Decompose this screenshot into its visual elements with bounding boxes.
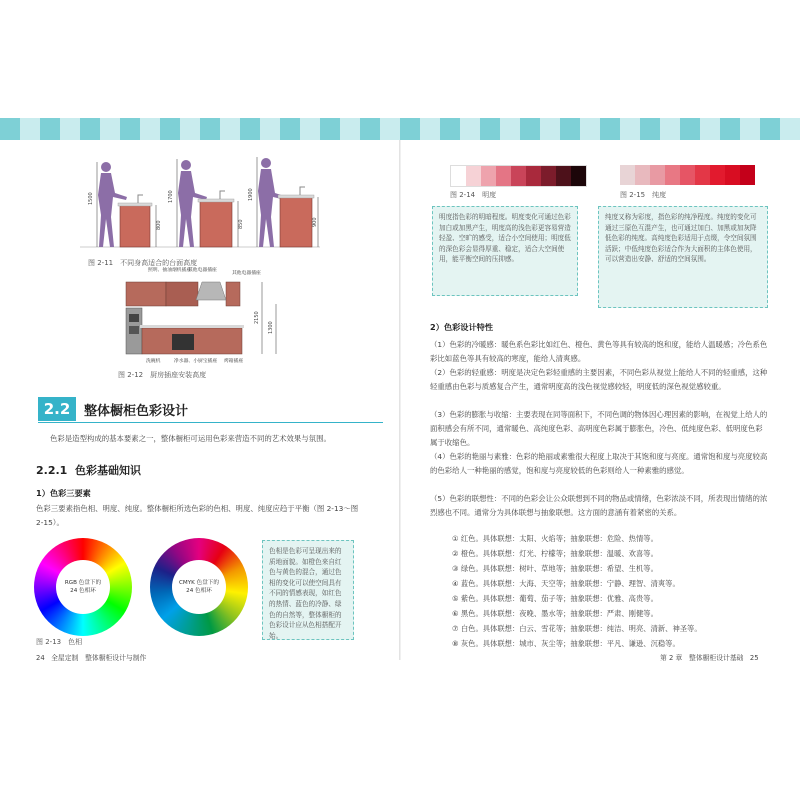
bright-strip-swatch-4: [496, 166, 511, 186]
figure-2-12-illustration: [112, 264, 292, 368]
rgb-color-wheel: [34, 538, 132, 636]
saturation-swatch-strip: [620, 165, 755, 185]
rgb-wheel-label-line1: RGB 色盘下的: [64, 580, 102, 586]
section-intro: 色彩是造型构成的基本要素之一，整体橱柜可运用色彩来营造不同的艺术效果与氛围。: [50, 434, 331, 443]
bright-strip-swatch-3: [481, 166, 496, 186]
bright-strip-swatch-1: [451, 166, 466, 186]
sat-strip-swatch-8: [725, 165, 740, 185]
association-green: ③ 绿色。具体联想：树叶、草地等；抽象联想：希望、生机等。: [452, 564, 658, 573]
right-running-title: 第 2 章 整体橱柜设计基础: [660, 654, 744, 662]
bright-strip-swatch-2: [466, 166, 481, 186]
left-page-number: 24: [36, 654, 45, 662]
page-spine: [399, 140, 401, 660]
association-orange: ② 橙色。具体联想：灯光、柠檬等；抽象联想：温暖、欢喜等。: [452, 549, 658, 558]
label-lighting-socket: 照明、抽油烟机插座: [148, 268, 192, 273]
subsection-number: 2.2.1: [36, 464, 68, 477]
dim-1500: 1500: [88, 192, 94, 205]
figure-2-12-caption: 图 2-12 厨房插座安装高度: [118, 371, 207, 379]
sat-strip-swatch-9: [740, 165, 755, 185]
label-water-purifier-socket: 净水器、小厨宝插座: [174, 359, 218, 364]
association-blue: ④ 蓝色。具体联想：大海、天空等；抽象联想：宁静、理智、清爽等。: [452, 579, 680, 588]
bright-strip-swatch-9: [571, 166, 586, 186]
sat-strip-swatch-4: [665, 165, 680, 185]
color-association-list: [452, 534, 702, 654]
association-red: ① 红色。具体联想：太阳、火焰等；抽象联想：危险、热情等。: [452, 534, 658, 543]
item-1-text: 色彩三要素指色相、明度、纯度。整体橱柜所选色彩的色相、明度、纯度应趋于平衡（图 2-13～图 2-15）。: [36, 504, 359, 527]
right-footer: [660, 652, 759, 662]
bright-strip-swatch-6: [526, 166, 541, 186]
dim-800: 800: [156, 220, 162, 230]
item-2-title: 2）色彩设计特性: [430, 322, 494, 332]
sat-strip-swatch-1: [620, 165, 635, 185]
paragraph-warm-cool: （1）色彩的冷暖感：暖色系色彩比如红色、橙色、黄色等具有较高的饱和度，能给人温暖感；冷色系色彩比如蓝色等具有较高的寒度，能给人清爽感。: [430, 340, 768, 363]
figure-2-15-note: 纯度又称为彩度，指色彩的纯净程度。纯度的变化可通过三原色互混产生，也可通过加白、加黑或加灰降低色彩的纯度。高纯度色彩适用于点缀，令空间氛围活跃；中低纯度色彩适合作为大面积的主体色使用，可以营造出安静、舒适的空间氛围。: [598, 206, 768, 308]
left-running-title: 全屋定制 整体橱柜设计与制作: [51, 654, 147, 662]
rgb-wheel-label-line2: 24 色相环: [70, 588, 96, 594]
paragraph-association: （5）色彩的联想性：不同的色彩会让公众联想到不同的物品或情绪，色彩浓淡不同，所表现出情绪的浓烈感也不同。通常分为具体联想与抽象联想。这方面的意涵有着紧密的关系。: [430, 494, 768, 517]
association-purple: ⑤ 紫色。具体联想：葡萄、茄子等；抽象联想：优雅、高贵等。: [452, 594, 658, 603]
figure-2-13-caption: 图 2-13 色相: [36, 638, 83, 646]
subsection-heading: [36, 462, 141, 478]
dim-850: 850: [238, 219, 244, 229]
label-dishwasher: 洗碗机: [146, 359, 161, 364]
association-white: ⑦ 白色。具体联想：白云、雪花等；抽象联想：纯洁、明亮、清新、神圣等。: [452, 624, 702, 633]
dim-1300: 1300: [268, 321, 274, 334]
left-footer: [36, 652, 146, 662]
label-other-socket-1: 其他电器插座: [188, 268, 217, 273]
brightness-swatch-strip: [450, 165, 587, 187]
figure-2-13-note: 色相是色彩可呈现出来的质地面貌。如橙色来自红色与黄色的混合，通过色相的变化可以使空间具有不同的情感表现，如红色的热情、蓝色的冷静、绿色的自然等，整体橱柜的色彩设计应从色相搭配开始。: [262, 540, 354, 640]
sat-strip-swatch-5: [680, 165, 695, 185]
decorative-top-band: [0, 118, 800, 140]
paragraph-light-heavy: （2）色彩的轻重感：明度是决定色彩轻重感的主要因素，不同色彩从视觉上能给人不同的轻重感，这种轻重感由色彩与质感复合产生，通常明度高的浅色视觉感较轻，明度低的深色视觉感较重。: [430, 368, 768, 391]
dim-1700: 1700: [168, 190, 174, 203]
right-page-number: 25: [749, 654, 759, 662]
cmyk-color-wheel: [150, 538, 248, 636]
figure-2-15-caption: 图 2-15 纯度: [620, 191, 667, 199]
item-1-title: 1）色彩三要素: [36, 488, 91, 498]
label-other-socket-2: 其他电器插座: [232, 271, 261, 276]
section-underline: [38, 422, 383, 423]
cmyk-wheel-label-line1: CMYK 色盘下的: [179, 580, 219, 586]
sat-strip-swatch-7: [710, 165, 725, 185]
sat-strip-swatch-3: [650, 165, 665, 185]
bright-strip-swatch-7: [541, 166, 556, 186]
association-gray: ⑧ 灰色。具体联想：城市、灰尘等；抽象联想：平凡、谦逊、沉稳等。: [452, 639, 680, 648]
dim-1900: 1900: [248, 188, 254, 201]
figure-2-14-note: 明度指色彩的明暗程度。明度变化可通过色彩加白或加黑产生，明度高的浅色彩更容易营造轻盈、空旷的感受，适合小空间使用；明度低的深色彩会显得厚重、稳定，适合大空间使用，能平衡空间的压抑感。: [432, 206, 578, 296]
section-title: 整体橱柜色彩设计: [84, 404, 189, 419]
association-black: ⑥ 黑色。具体联想：夜晚、墨水等；抽象联想：严肃、刚健等。: [452, 609, 658, 618]
figure-2-11-caption: 图 2-11 不同身高适合的台面高度: [88, 259, 198, 267]
section-number-badge: 2.2: [38, 397, 76, 421]
figure-2-11-illustration: [80, 155, 320, 255]
figure-2-14-caption: 图 2-14 明度: [450, 191, 497, 199]
dim-2150: 2150: [254, 311, 260, 324]
sat-strip-swatch-6: [695, 165, 710, 185]
paragraph-vivid-plain: （4）色彩的艳丽与素雅：色彩的艳丽或素雅很大程度上取决于其饱和度与亮度。通常饱和度与亮度较高的色彩给人一种艳丽的感觉，饱和度与亮度较低的色彩则给人一种素雅的感觉。: [430, 452, 768, 475]
cmyk-wheel-label-line2: 24 色相环: [186, 588, 212, 594]
bright-strip-swatch-5: [511, 166, 526, 186]
sat-strip-swatch-2: [635, 165, 650, 185]
paragraph-expand-shrink: （3）色彩的膨胀与收缩：主要表现在同等面积下，不同色调的物体因心理因素的影响，在视觉上给人的面积感会有所不同，通常暖色、高纯度色彩、高明度色彩属于膨胀色，冷色、低纯度色彩、低明度色彩属于收缩色。: [430, 410, 768, 447]
bright-strip-swatch-8: [556, 166, 571, 186]
dim-900: 900: [312, 217, 318, 227]
label-oven-socket: 烤箱插座: [224, 359, 244, 364]
subsection-title: 色彩基础知识: [75, 464, 141, 477]
